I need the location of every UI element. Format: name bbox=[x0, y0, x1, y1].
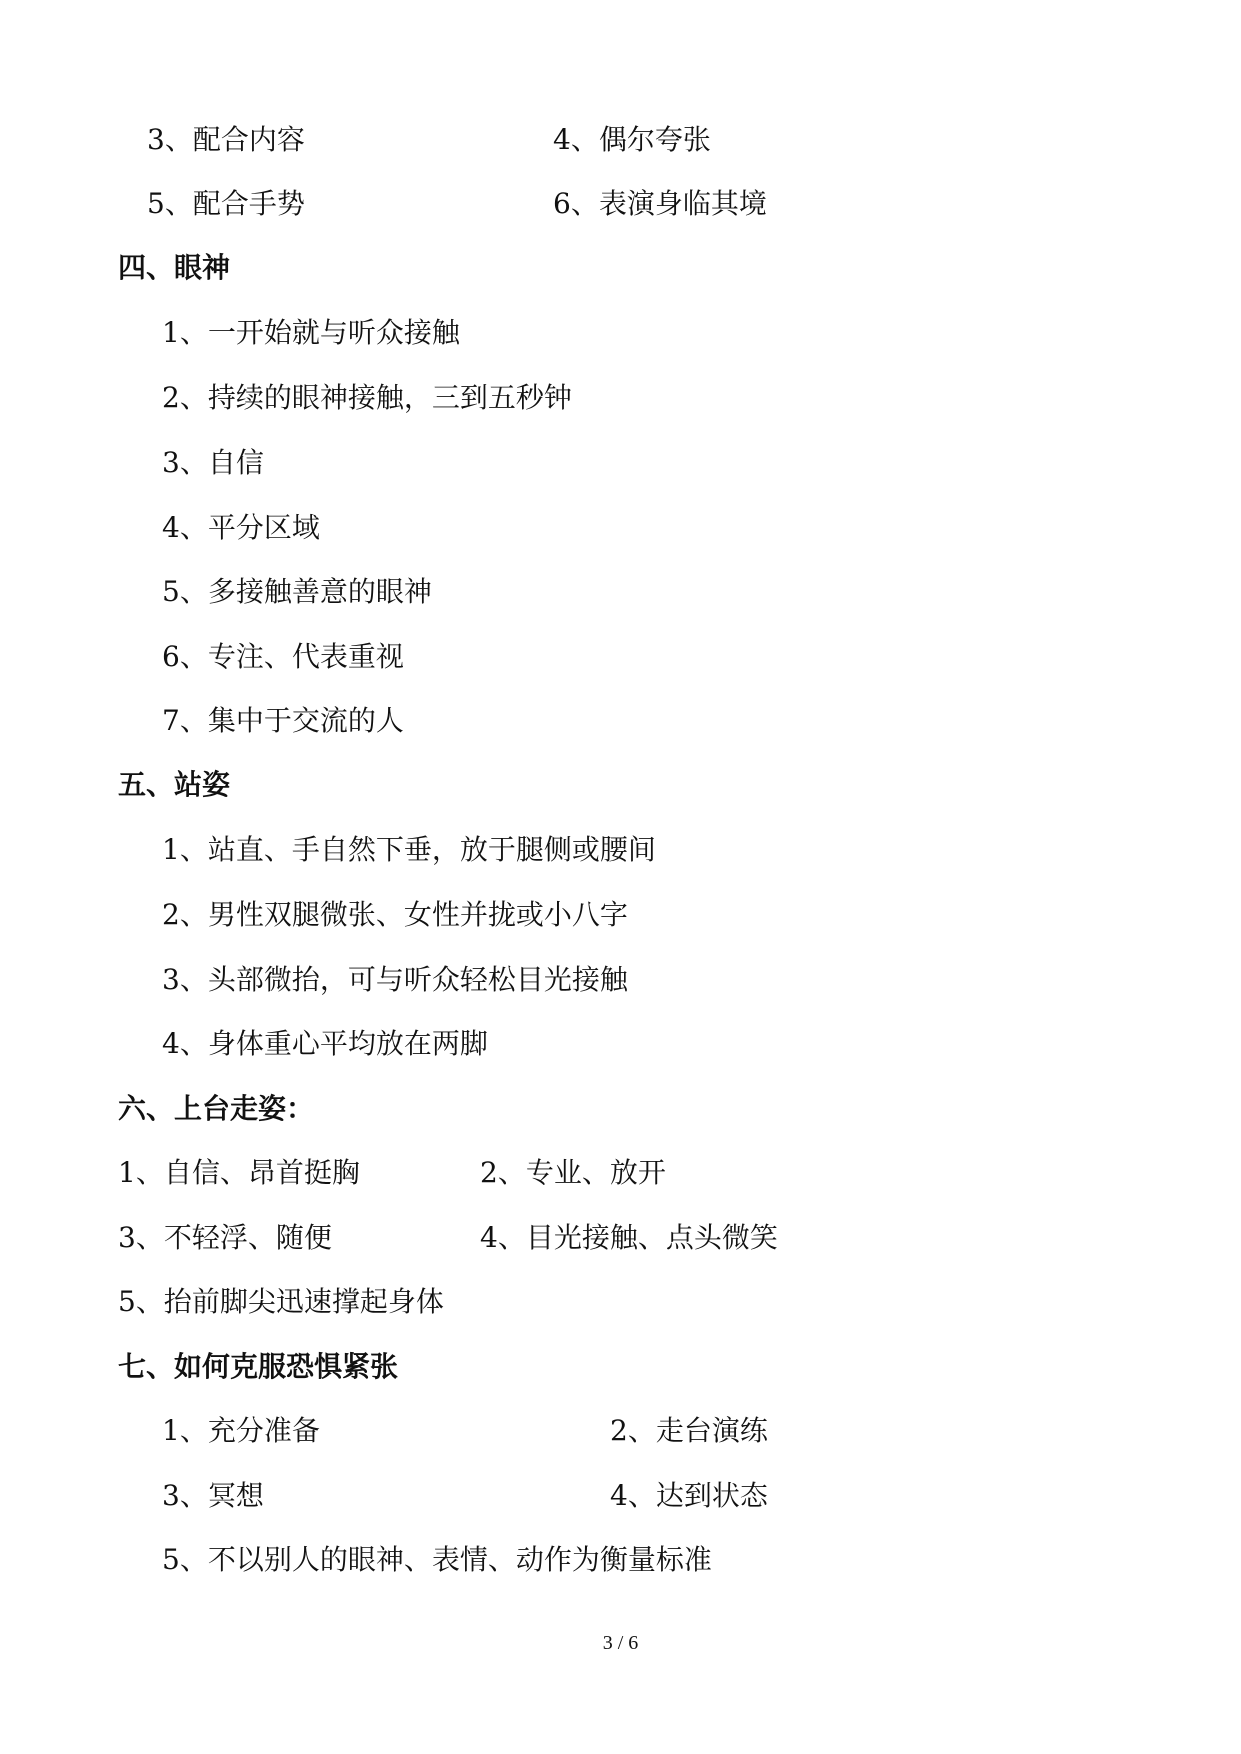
sec3-item-3: 3、配合内容 bbox=[147, 123, 305, 156]
sec3-item-5: 5、配合手势 bbox=[147, 187, 305, 220]
page-number: 3 / 6 bbox=[602, 1632, 639, 1654]
sec3-item-6: 6、表演身临其境 bbox=[553, 187, 767, 220]
list-item: 6、专注、代表重视 bbox=[162, 640, 404, 673]
list-item: 2、专业、放开 bbox=[480, 1156, 666, 1189]
list-item: 5、多接触善意的眼神 bbox=[162, 575, 432, 608]
list-item: 3、不轻浮、随便 bbox=[118, 1221, 332, 1254]
list-item: 3、自信 bbox=[162, 446, 264, 479]
section-heading-eyes: 四、眼神 bbox=[118, 251, 231, 284]
list-item: 3、冥想 bbox=[162, 1479, 264, 1512]
section-heading-walk: 六、上台走姿： bbox=[118, 1092, 315, 1125]
list-item: 4、达到状态 bbox=[610, 1479, 768, 1512]
list-item: 1、自信、昂首挺胸 bbox=[118, 1156, 360, 1189]
section-heading-overcome-fear: 七、如何克服恐惧紧张 bbox=[118, 1350, 399, 1383]
list-item: 7、集中于交流的人 bbox=[162, 704, 404, 737]
list-item: 2、走台演练 bbox=[610, 1414, 768, 1447]
list-item: 5、不以别人的眼神、表情、动作为衡量标准 bbox=[162, 1543, 712, 1576]
list-item: 3、头部微抬，可与听众轻松目光接触 bbox=[162, 963, 628, 996]
list-item: 4、平分区域 bbox=[162, 511, 320, 544]
list-item: 4、目光接触、点头微笑 bbox=[480, 1221, 778, 1254]
list-item: 2、男性双腿微张、女性并拢或小八字 bbox=[162, 898, 628, 931]
list-item: 1、充分准备 bbox=[162, 1414, 320, 1447]
list-item: 2、持续的眼神接触，三到五秒钟 bbox=[162, 381, 572, 414]
list-item: 4、身体重心平均放在两脚 bbox=[162, 1027, 488, 1060]
section-heading-stance: 五、站姿 bbox=[118, 768, 231, 801]
list-item: 1、一开始就与听众接触 bbox=[162, 316, 460, 349]
sec3-item-4: 4、偶尔夸张 bbox=[553, 123, 711, 156]
list-item: 5、抬前脚尖迅速撑起身体 bbox=[118, 1285, 444, 1318]
list-item: 1、站直、手自然下垂，放于腿侧或腰间 bbox=[162, 833, 656, 866]
